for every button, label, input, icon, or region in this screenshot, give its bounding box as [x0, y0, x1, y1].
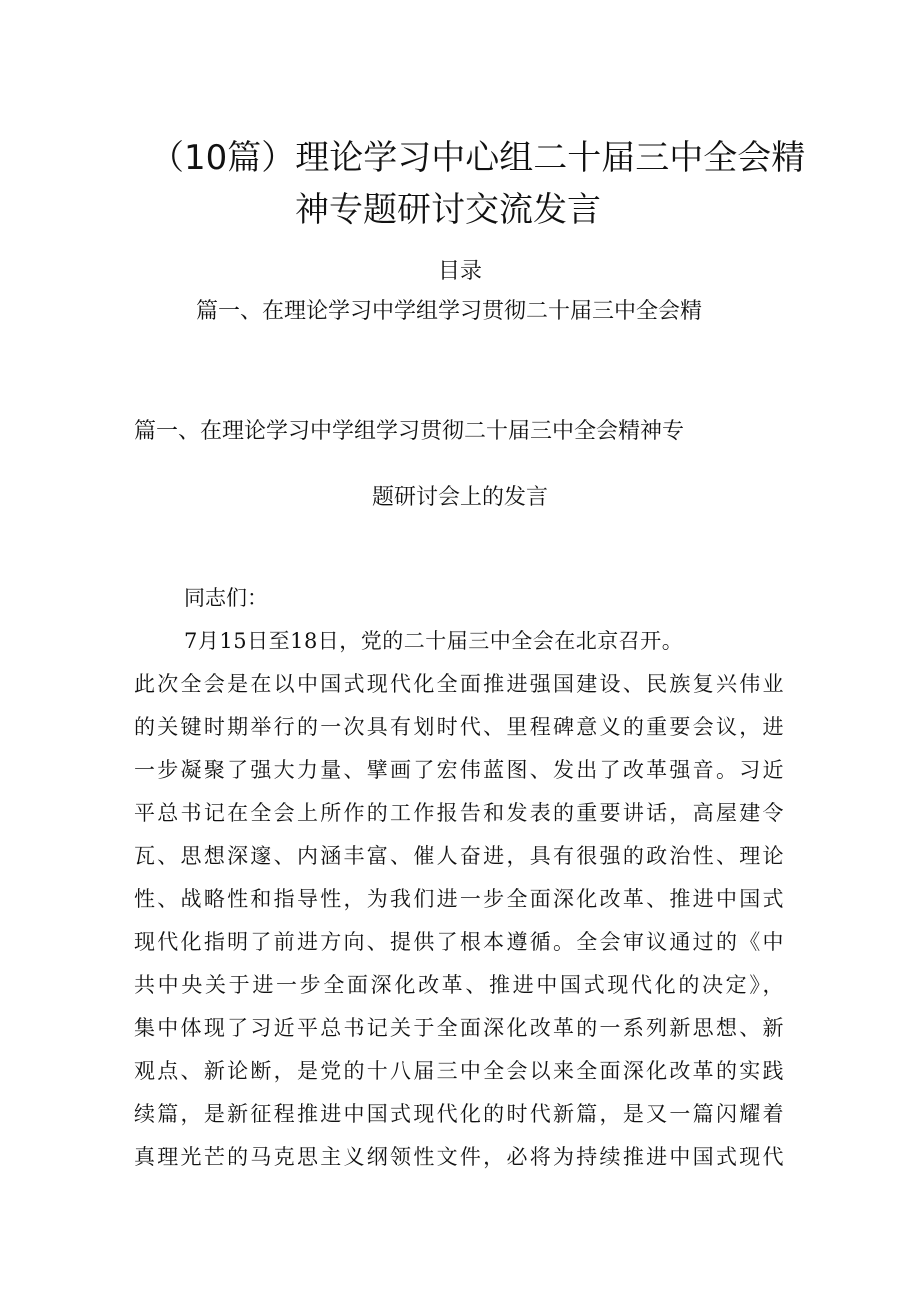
body-text — [134, 620, 784, 1179]
body-line: 一步凝聚了强大力量、擘画了宏伟蓝图、发出了改革强音。习近 — [134, 758, 784, 782]
body-line: 平总书记在全会上所作的工作报告和发表的重要讲话，高屋建令 — [134, 801, 784, 825]
toc-item-1[interactable]: 篇一、在理论学习中学组学习贯彻二十届三中全会精 — [196, 299, 703, 324]
section-title-line-2: 题研讨会上的发言 — [371, 485, 548, 510]
salutation: 同志们： — [184, 586, 268, 610]
body-line: 集中体现了习近平总书记关于全面深化改革的一系列新思想、新 — [134, 1016, 784, 1040]
body-line: 此次全会是在以中国式现代化全面推进强国建设、民族复兴伟业 — [134, 672, 784, 696]
section-title-line-1: 篇一、在理论学习中学组学习贯彻二十届三中全会精神专 — [134, 419, 685, 444]
body-line: 续篇，是新征程推进中国式现代化的时代新篇，是又一篇闪耀着 — [134, 1102, 784, 1126]
document-title-line-2: 神专题研讨交流发言 — [295, 190, 601, 230]
body-line: 共中央关于进一步全面深化改革、推进中国式现代化的决定》， — [134, 973, 784, 997]
toc-heading: 目录 — [437, 259, 482, 284]
body-line: 性、战略性和指导性，为我们进一步全面深化改革、推进中国式 — [134, 887, 784, 911]
body-line: 7月15日至18日，党的二十届三中全会在北京召开。 — [184, 629, 684, 653]
body-line: 观点、新论断，是党的十八届三中全会以来全面深化改革的实践 — [134, 1059, 784, 1083]
body-line: 的关键时期举行的一次具有划时代、里程碑意义的重要会议，进 — [134, 715, 784, 739]
body-line: 瓦、思想深邃、内涵丰富、催人奋进，具有很强的政治性、理论 — [134, 844, 784, 868]
body-line: 现代化指明了前进方向、提供了根本遵循。全会审议通过的《中 — [134, 930, 784, 954]
document-title-line-1: （10篇）理论学习中心组二十届三中全会精 — [150, 138, 806, 178]
body-line: 真理光芒的马克思主义纲领性文件，必将为持续推进中国式现代 — [134, 1145, 784, 1169]
document-title — [150, 132, 806, 236]
